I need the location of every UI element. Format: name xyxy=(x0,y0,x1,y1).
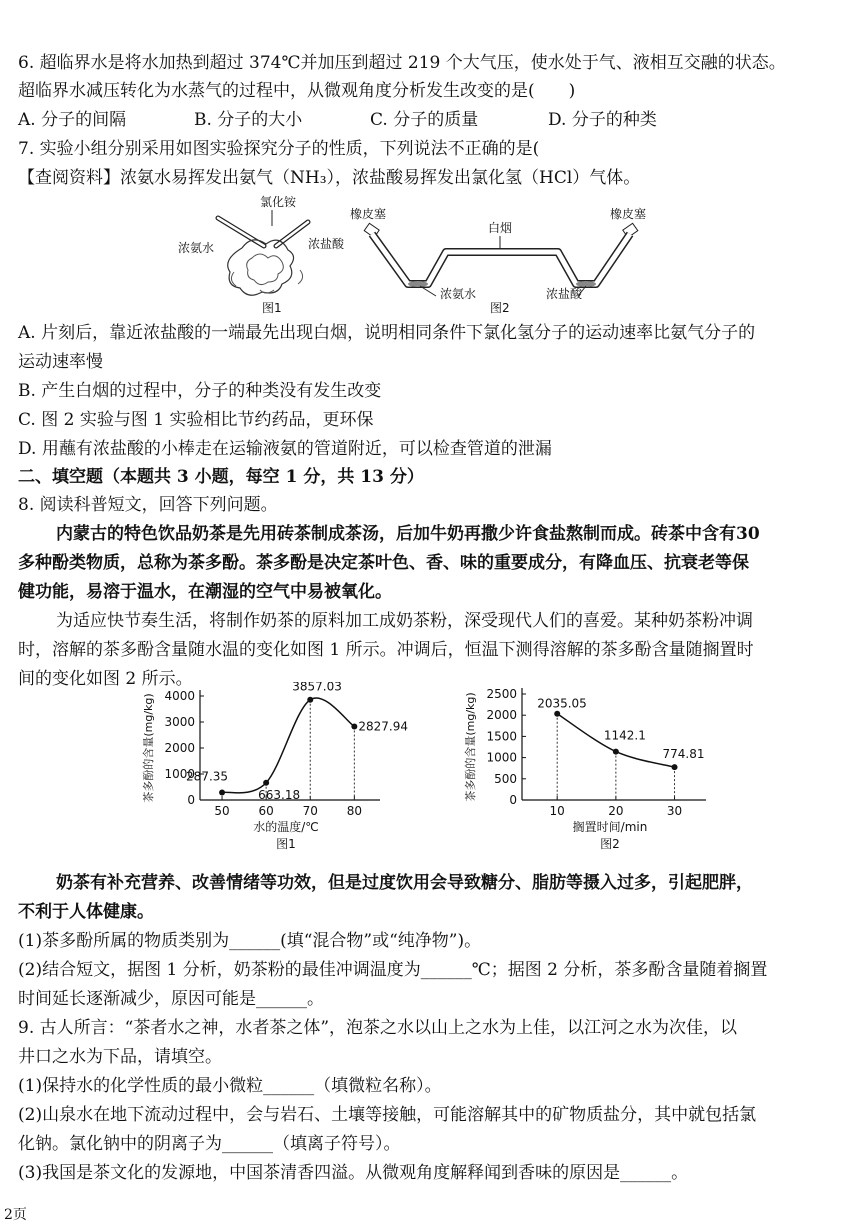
experiment-figure-1 xyxy=(178,195,345,315)
q8-article-p2-line2: 时，溶解的茶多酚含量随水温的变化如图 1 所示。冲调后，恒温下测得溶解的茶多酚含量随搁置时 xyxy=(18,640,754,660)
q9-sub1: (1)保持水的化学性质的最小微粒______（填微粒名称）。 xyxy=(18,1076,442,1096)
q7-reference: 【查阅资料】浓氨水易挥发出氨气（NH₃），浓盐酸易挥发出氯化氢（HCl）气体。 xyxy=(18,168,641,188)
y-tick-label: 1500 xyxy=(486,729,517,744)
q8-sub2-line1: (2)结合短文，据图 1 分析，奶茶粉的最佳冲调温度为______℃；据图 2 分析，茶多酚含量随着搁置 xyxy=(18,960,768,980)
section-heading-fill-in: 二、填空题（本题共 3 小题，每空 1 分，共 13 分） xyxy=(18,467,424,487)
y-tick-label: 500 xyxy=(494,771,517,786)
q8-intro: 8. 阅读科普短文，回答下列问题。 xyxy=(18,495,278,515)
fig1-label-ammonia: 浓氨水 xyxy=(178,241,215,255)
fig2-label-hcl: 浓盐酸 xyxy=(546,287,583,301)
q6-option-b: B. 分子的大小 xyxy=(194,110,303,130)
q9-sub2-line1: (2)山泉水在地下流动过程中，会与岩石、土壤等接触，可能溶解其中的矿物质盐分，其中就包括氯 xyxy=(18,1105,757,1125)
data-point xyxy=(263,780,269,786)
q7-option-b: B. 产生白烟的过程中，分子的种类没有发生改变 xyxy=(18,381,382,401)
fig2-label-stopper-left: 橡皮塞 xyxy=(350,207,387,221)
data-label: 3857.03 xyxy=(292,682,342,694)
data-point xyxy=(307,697,313,703)
q8-article-p3-line2: 不利于人体健康。 xyxy=(18,902,154,922)
data-label: 2827.94 xyxy=(358,719,408,734)
x-tick-label: 30 xyxy=(666,804,683,818)
q6-stem-line1: 6. 超临界水是将水加热到超过 374℃并加压到超过 219 个大气压，使水处于气、液相互交融的状态。 xyxy=(18,53,786,73)
q6-option-a: A. 分子的间隔 xyxy=(18,110,127,130)
q6-option-d: D. 分子的种类 xyxy=(548,110,657,130)
series-line xyxy=(222,698,354,793)
y-axis-label: 茶多酚的含量(mg/kg) xyxy=(464,692,477,802)
data-point xyxy=(554,711,560,717)
q9-sub2-line2: 化钠。氯化钠中的阴离子为______（填离子符号）。 xyxy=(18,1134,401,1154)
experiment-figure-2 xyxy=(350,206,646,315)
q6-option-c: C. 分子的质量 xyxy=(370,110,479,130)
q9-sub3: (3)我国是茶文化的发源地，中国茶清香四溢。从微观角度解释闻到香味的原因是______。 xyxy=(18,1163,689,1183)
q6-stem-line2: 超临界水减压转化为水蒸气的过程中，从微观角度分析发生改变的是( ) xyxy=(18,81,576,101)
data-label: 2035.05 xyxy=(537,696,587,711)
fig2-caption: 图2 xyxy=(490,301,510,315)
data-point xyxy=(219,790,225,796)
q8-article-p2-line1: 为适应快节奏生活，将制作奶茶的原料加工成奶茶粉，深受现代人们的喜爱。某种奶茶粉冲调 xyxy=(56,611,753,631)
data-label: 663.18 xyxy=(258,787,301,802)
chart-caption: 图1 xyxy=(276,837,296,851)
chart-temperature-vs-polyphenol xyxy=(140,682,460,854)
q8-article-p1-line2: 多种酚类物质，总称为茶多酚。茶多酚是决定茶叶色、香、味的重要成分，有降血压、抗衰老等保 xyxy=(18,553,749,573)
q8-article-p2-line3: 间的变化如图 2 所示。 xyxy=(18,669,193,689)
q8-article-p3-line1: 奶茶有补充营养、改善情绪等功效，但是过度饮用会导致糖分、脂肪等摄入过多，引起肥胖， xyxy=(56,873,753,893)
fig1-label-hcl: 浓盐酸 xyxy=(308,237,345,251)
data-label: 1142.1 xyxy=(603,728,646,743)
data-point xyxy=(613,749,619,755)
fig2-label-white-smoke: 白烟 xyxy=(488,221,513,235)
q8-article-p1-line1: 内蒙古的特色饮品奶茶是先用砖茶制成茶汤，后加牛奶再撒少许食盐熬制而成。砖茶中含有30 xyxy=(56,524,760,544)
x-axis-label: 搁置时间/min xyxy=(572,820,648,834)
page-footer: 2页 xyxy=(4,1207,27,1223)
y-tick-label: 2000 xyxy=(164,741,195,755)
q8-article-p1-line3: 健功能，易溶于温水，在潮湿的空气中易被氧化。 xyxy=(18,582,392,602)
data-label: 287.35 xyxy=(186,769,229,784)
q8-sub1: (1)茶多酚所属的物质类别为______(填“混合物”或“纯净物”)。 xyxy=(18,931,482,951)
y-tick-label: 3000 xyxy=(164,715,195,729)
chart-time-vs-polyphenol xyxy=(462,682,752,854)
q7-stem: 7. 实验小组分别采用如图实验探究分子的性质，下列说法不正确的是( xyxy=(18,139,540,159)
fig1-label-ammonium-chloride: 氯化铵 xyxy=(260,195,297,209)
fig2-label-ammonia: 浓氨水 xyxy=(440,287,477,301)
y-tick-label: 0 xyxy=(187,793,195,807)
y-tick-label: 4000 xyxy=(164,689,195,703)
q8-sub2-line2: 时间延长逐渐减少，原因可能是______。 xyxy=(18,989,324,1009)
q7-option-d: D. 用蘸有浓盐酸的小棒走在运输液氨的管道附近，可以检查管道的泄漏 xyxy=(18,439,552,459)
q7-option-c: C. 图 2 实验与图 1 实验相比节约药品，更环保 xyxy=(18,410,374,430)
y-tick-label: 2000 xyxy=(486,708,517,723)
fig2-label-stopper-right: 橡皮塞 xyxy=(610,207,647,221)
q7-option-a-line2: 运动速率慢 xyxy=(18,352,103,372)
y-tick-label: 1000 xyxy=(486,750,517,765)
x-tick-label: 10 xyxy=(549,804,565,818)
q9-stem-line1: 9. 古人所言：“茶者水之神，水者茶之体”，泡茶之水以山上之水为上佳，以江河之水为次佳，以 xyxy=(18,1018,738,1038)
data-label: 774.81 xyxy=(662,747,705,762)
y-tick-label: 2500 xyxy=(486,687,517,701)
chart-caption: 图2 xyxy=(600,837,620,851)
experiment-figures xyxy=(160,192,680,320)
x-tick-label: 50 xyxy=(214,804,230,818)
x-tick-label: 70 xyxy=(302,804,318,818)
y-axis-label: 茶多酚的含量(mg/kg) xyxy=(142,693,155,803)
x-axis-label: 水的温度/℃ xyxy=(253,820,319,834)
y-tick-label: 0 xyxy=(509,793,517,807)
x-tick-label: 60 xyxy=(258,804,274,818)
data-point xyxy=(351,723,357,729)
fig1-caption: 图1 xyxy=(262,301,282,315)
x-tick-label: 20 xyxy=(608,804,624,818)
x-tick-label: 80 xyxy=(346,804,362,818)
data-point xyxy=(672,764,678,770)
q7-option-a-line1: A. 片刻后，靠近浓盐酸的一端最先出现白烟，说明相同条件下氯化氢分子的运动速率比氨气分子的 xyxy=(18,323,756,343)
q9-stem-line2: 井口之水为下品，请填空。 xyxy=(18,1047,222,1067)
y-tick-label: 1000 xyxy=(164,767,195,781)
